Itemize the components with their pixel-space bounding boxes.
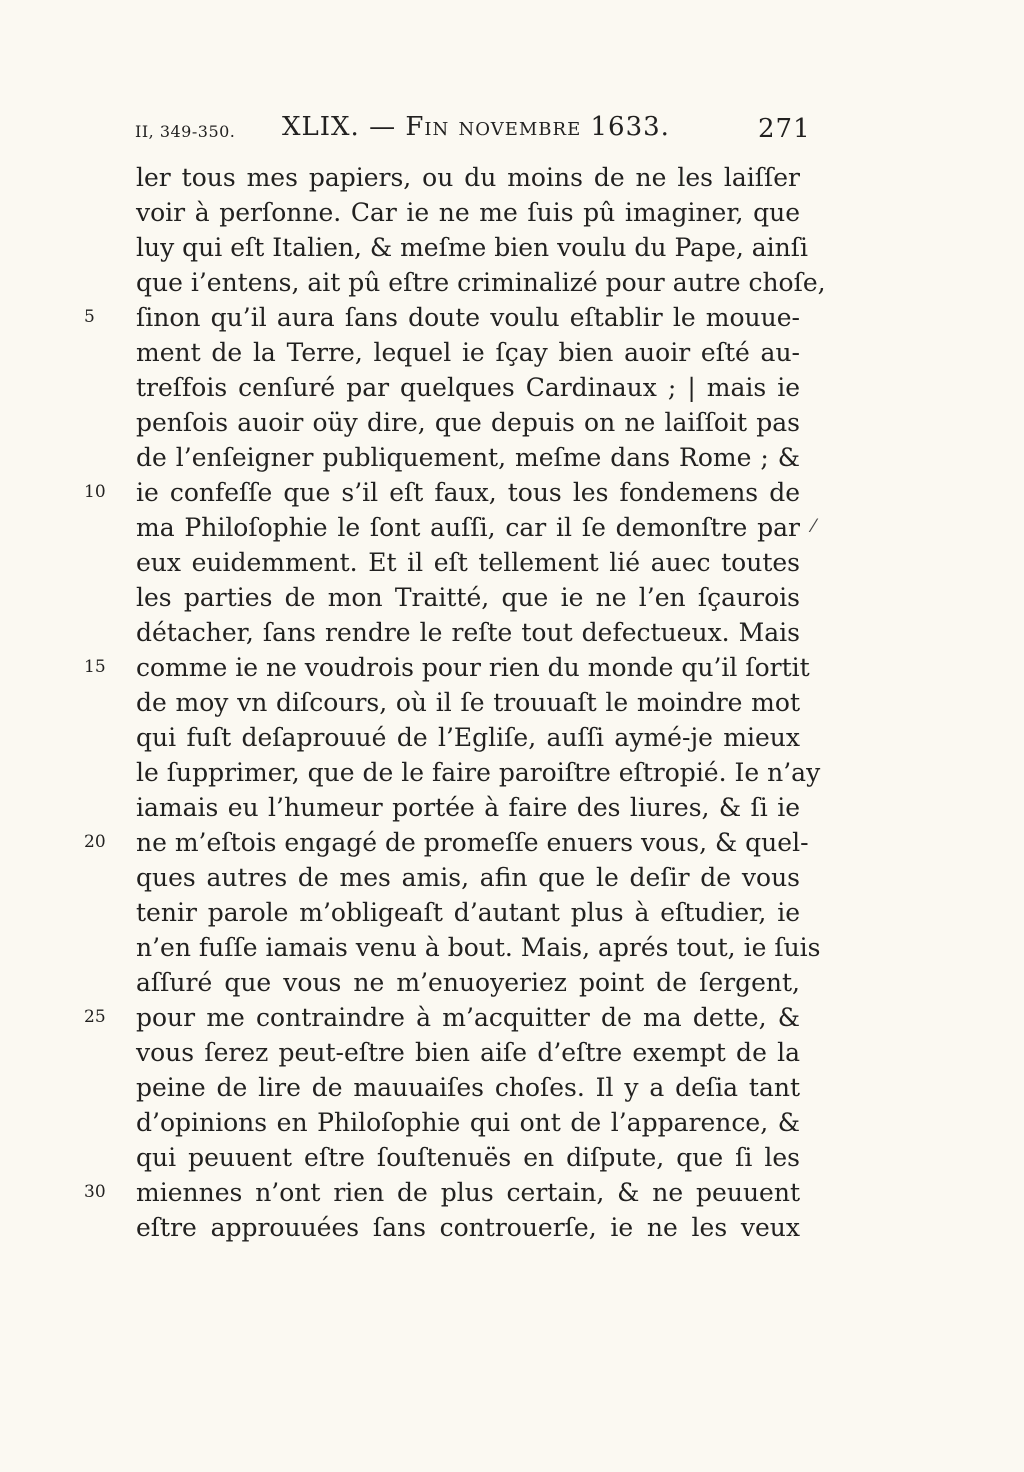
text-line: comme ie ne voudrois pour rien du monde qu’il ſortit: [136, 653, 810, 682]
text-line: ie confeſſe que s’il eſt faux, tous les fondemens de: [136, 478, 800, 507]
line-number: 10: [84, 482, 106, 502]
letter-number: XLIX.: [282, 112, 360, 142]
text-line: que i’entens, ait pû eſtre criminalizé pour autre choſe,: [136, 268, 826, 297]
text-line: miennes n’ont rien de plus certain, & ne peuuent: [136, 1178, 800, 1207]
line-number: 5: [84, 307, 95, 327]
text-line: le ſupprimer, que de le faire paroiſtre eſtropié. Ie n’ay: [136, 758, 821, 787]
letter-heading: [282, 112, 670, 142]
text-line: ma Philoſophie le ſont auſſi, car il ſe demonſtre par: [136, 513, 800, 542]
text-line: qui fuſt deſaprouué de l’Egliſe, auſſi aymé-je mieux: [136, 723, 800, 752]
heading-dash: —: [369, 112, 397, 142]
text-line: ment de la Terre, lequel ie ſçay bien auoir eſté au-: [136, 338, 800, 367]
running-header: [0, 112, 1024, 152]
volume-reference: II, 349-350.: [135, 122, 236, 141]
margin-mark: ⁄: [812, 516, 816, 537]
text-line: ne m’eſtois engagé de promeſſe enuers vous, & quel-: [136, 828, 809, 857]
text-line: treſfois cenſuré par quelques Cardinaux ; | mais ie: [136, 373, 800, 402]
text-line: de l’enſeigner publiquement, meſme dans Rome ; &: [136, 443, 800, 472]
line-number: 15: [84, 657, 106, 677]
text-line: vous ſerez peut-eſtre bien aiſe d’eſtre exempt de la: [136, 1038, 800, 1067]
line-number: 25: [84, 1007, 106, 1027]
text-line: n’en fuſſe iamais venu à bout. Mais, aprés tout, ie ſuis: [136, 933, 821, 962]
text-line: les parties de mon Traitté, que ie ne l’en ſçaurois: [136, 583, 800, 612]
page-number: 271: [758, 114, 811, 144]
text-line: penſois auoir oüy dire, que depuis on ne laiſſoit pas: [136, 408, 800, 437]
line-number: 20: [84, 832, 106, 852]
text-line: aſſuré que vous ne m’enuoyeriez point de ſergent,: [136, 968, 800, 997]
text-line: qui peuuent eſtre ſouſtenuës en diſpute, que ſi les: [136, 1143, 800, 1172]
text-line: ques autres de mes amis, afin que le deſir de vous: [136, 863, 800, 892]
text-line: eſtre approuuées ſans controuerſe, ie ne les veux: [136, 1213, 800, 1242]
text-line: luy qui eſt Italien, & meſme bien voulu du Pape, ainſi: [136, 233, 809, 262]
letter-date: Fin novembre: [405, 112, 582, 142]
text-line: voir à perſonne. Car ie ne me ſuis pû imaginer, que: [136, 198, 800, 227]
text-line: pour me contraindre à m’acquitter de ma dette, &: [136, 1003, 800, 1032]
text-line: tenir parole m’obligeaſt d’autant plus à eſtudier, ie: [136, 898, 800, 927]
line-number: 30: [84, 1182, 106, 1202]
text-line: de moy vn diſcours, où il ſe trouuaſt le moindre mot: [136, 688, 800, 717]
text-line: ler tous mes papiers, ou du moins de ne les laiſſer: [136, 163, 800, 192]
text-line: détacher, ſans rendre le reſte tout defectueux. Mais: [136, 618, 800, 647]
text-line: iamais eu l’humeur portée à faire des liures, & ſi ie: [136, 793, 800, 822]
text-line: peine de lire de mauuaiſes choſes. Il y a deſia tant: [136, 1073, 800, 1102]
text-line: ſinon qu’il aura ſans doute voulu eſtablir le mouue-: [136, 303, 800, 332]
text-line: eux euidemment. Et il eſt tellement lié auec toutes: [136, 548, 800, 577]
text-line: d’opinions en Philoſophie qui ont de l’apparence, &: [136, 1108, 800, 1137]
letter-year: 1633.: [590, 112, 670, 142]
